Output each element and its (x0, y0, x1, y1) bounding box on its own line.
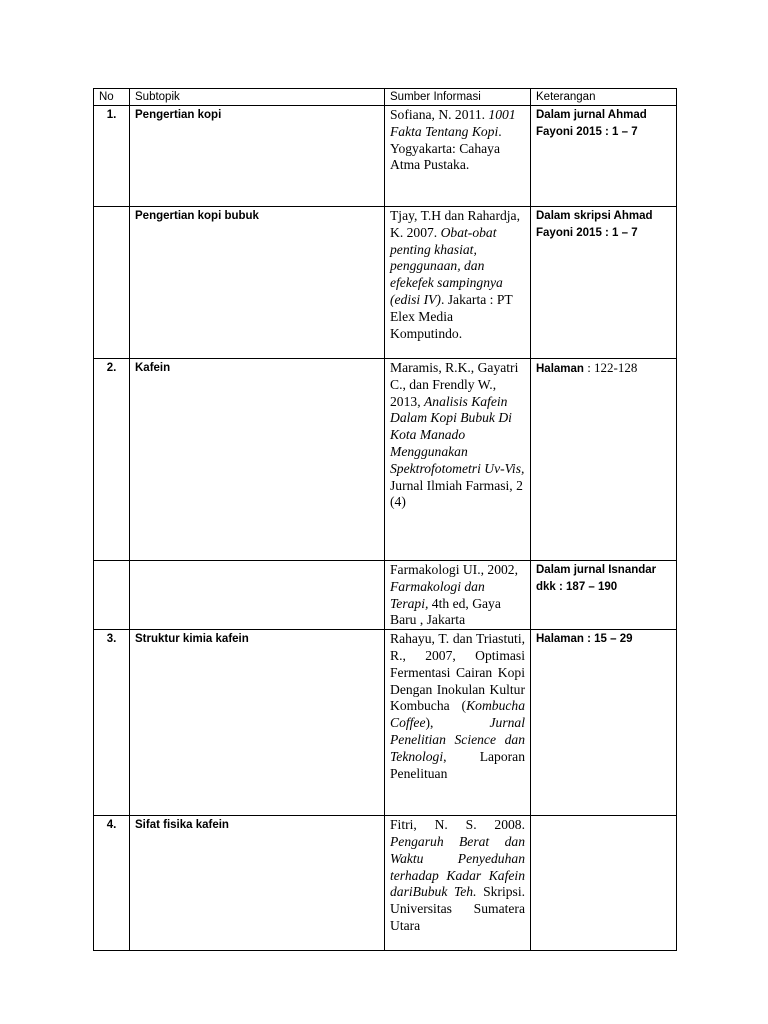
note-cell: Dalam jurnal Isnandar dkk : 187 – 190 (531, 561, 677, 630)
header-keterangan: Keterangan (531, 89, 677, 106)
source-author: Farmakologi UI., 2002, (390, 562, 518, 577)
source-cell (385, 207, 531, 359)
table-row (94, 630, 677, 816)
source-publisher: Jurnal Ilmiah Farmasi, 2 (4) (390, 477, 523, 510)
note-cell (531, 359, 677, 561)
source-cell (385, 561, 531, 630)
source-publisher: . Jakarta : PT Elex Media Komputindo. (390, 291, 513, 341)
subtopic-cell (130, 561, 385, 630)
reference-table (93, 88, 677, 951)
subtopic-cell: Pengertian kopi bubuk (130, 207, 385, 359)
source-cell (385, 630, 531, 816)
source-publisher: Skripsi. Universitas Sumatera Utara (390, 884, 525, 933)
table-row (94, 207, 677, 359)
source-publisher: 4th ed, Gaya Baru , Jakarta (390, 595, 501, 628)
source-publisher: . Yogyakarta: Cahaya Atma Pustaka. (390, 123, 502, 173)
subtopic-cell: Sifat fisika kafein (130, 816, 385, 951)
source-author: Sofiana, N. 2011. (390, 107, 489, 122)
source-cell (385, 816, 531, 951)
subtopic-cell: Pengertian kopi (130, 106, 385, 207)
source-author: Tjay, T.H dan Rahardja, K. 2007. (390, 208, 520, 240)
source-author: Rahayu, T. dan Triastuti, R., 2007, Optimasi Fermentasi Cairan Kopi Dengan Inokulan Kultur Kombucha ( (390, 631, 525, 714)
note-label: Halaman (536, 363, 584, 375)
header-no: No (94, 89, 130, 106)
subtopic-cell: Kafein (130, 359, 385, 561)
table-row (94, 561, 677, 630)
source-author: Maramis, R.K., Gayatri C., dan Frendly W., 2013, (390, 360, 519, 409)
row-number: 3. (94, 630, 130, 816)
source-title: Pengaruh Berat dan Waktu Penyeduhan terhadap Kadar Kafein dariBubuk Teh. (390, 833, 525, 900)
note-cell: Halaman : 15 – 29 (531, 630, 677, 816)
source-title: Analisis Kafein Dalam Kopi Bubuk Di Kota Manado Menggunakan Spektrofotometri Uv-Vis, (390, 393, 525, 476)
header-sumber-informasi: Sumber Informasi (385, 89, 531, 106)
subtopic-cell: Struktur kimia kafein (130, 630, 385, 816)
source-author: Fitri, N. S. 2008. (390, 817, 525, 833)
source-cell (385, 359, 531, 561)
row-number: 2. (94, 359, 130, 561)
source-journal: Jurnal Penelitian Science dan Teknologi (390, 715, 525, 764)
source-title: 1001 Fakta Tentang Kopi (390, 107, 516, 139)
header-subtopik: Subtopik (130, 89, 385, 106)
source-title: Obat-obat penting khasiat, penggunaan, dan efekefek sampingnya (edisi IV) (390, 224, 503, 307)
row-number: 4. (94, 816, 130, 951)
note-value: : 122-128 (583, 360, 638, 375)
source-title: Farmakologi dan Terapi, (390, 578, 485, 611)
table-row (94, 359, 677, 561)
source-text: ), (425, 715, 490, 731)
row-number (94, 561, 130, 630)
header-row (94, 89, 677, 106)
row-number (94, 207, 130, 359)
source-title: Kombucha Coffee (390, 698, 525, 731)
source-publisher: , Laporan Penelituan (390, 748, 525, 781)
note-cell: Dalam jurnal Ahmad Fayoni 2015 : 1 – 7 (531, 106, 677, 207)
note-cell: Dalam skripsi Ahmad Fayoni 2015 : 1 – 7 (531, 207, 677, 359)
table-row (94, 106, 677, 207)
table-row (94, 816, 677, 951)
row-number: 1. (94, 106, 130, 207)
source-cell (385, 106, 531, 207)
note-cell (531, 816, 677, 951)
